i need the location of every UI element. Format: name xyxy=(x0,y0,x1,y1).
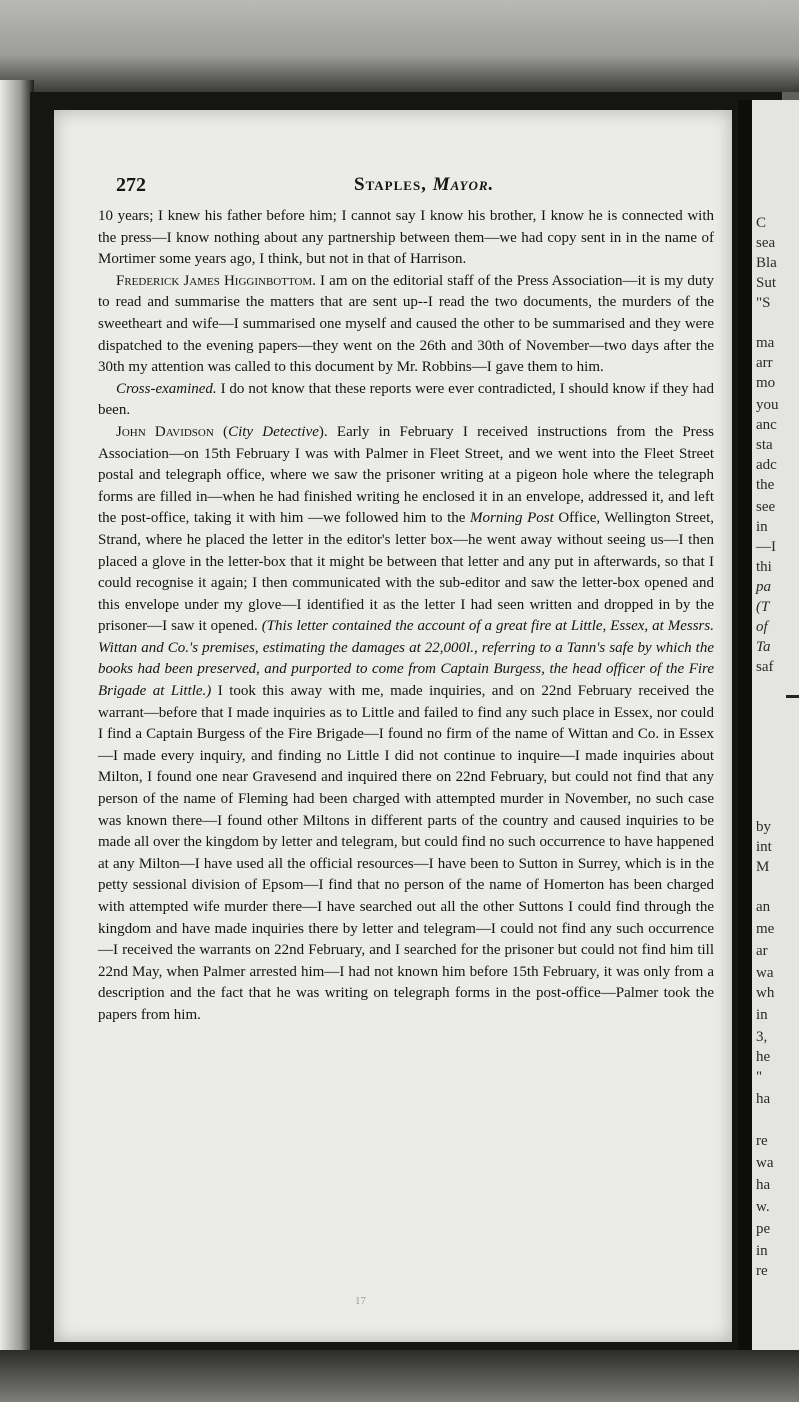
adjacent-page-fragment: in xyxy=(756,1243,768,1259)
newspaper-name: Morning Post xyxy=(470,510,554,527)
running-head-name: Staples, xyxy=(354,174,427,195)
adjacent-page-fragment: adc xyxy=(756,457,777,473)
witness-role: City Detective xyxy=(228,423,319,440)
scan-bottom-margin xyxy=(0,1350,799,1402)
running-head xyxy=(354,172,494,198)
testimony-text: Office, Wellington Street, Strand, where he placed the letter in the editor's letter box—he went away without seeing us—I then placed a glove in the letter-box that it might be between that letter and any put in afterwards, so that I could recognise it again; I then communicated with the sub-editor and saw the letter-box opened and this envelope under my glove—I identified it as the letter I had seen written and dropped in by the prisoner—I saw it opened. xyxy=(98,510,715,635)
adjacent-page-fragment: thi xyxy=(756,559,772,575)
adjacent-page-fragment: me xyxy=(756,921,775,937)
adjacent-page-fragment: see xyxy=(756,499,776,515)
adjacent-page-fragment: wh xyxy=(756,985,775,1001)
adjacent-page-fragment: re xyxy=(756,1263,768,1279)
adjacent-page-fragment: the xyxy=(756,477,775,493)
adjacent-page-fragment: wa xyxy=(756,965,774,981)
adjacent-page-fragment: of xyxy=(756,619,768,635)
adjacent-page-strip xyxy=(752,100,799,1360)
testimony-text: I took this away with me, made inquiries, and on 22nd February received the warrant—before that I made inquiries as to Little and failed to find any such place in Essex, nor could I find a Captain Burgess of the Fire Brigade—I found no firm of the name of Wittan and Co. in Essex—I made every inquiry, and finding no Little I did not continue to inquire—I made inquiries about Milton, I found one near Gravesend and inquired there on 22nd February, but could not find that any person of the name of Fleming had been charged with attempted murder in November, no such case was known there—I found other Miltons in different parts of the country and caused inquiries to be made all over the kingdom by letter and telegram, but could find no such occurrence to have happened at any Milton—I have used all the official resources—I have been to Sutton in Surrey, which is in the petty sessional division of Epsom—I find that no person of the name of Homerton has been charged with attempted wife murder there—I have searched out all the other Suttons I could find through the kingdom and have made inquiries there by letter and telegram—I could not find any such occurrence—I received the warrants on 22nd February, and I searched for the prisoner but could not find him till 22nd May, when Palmer arrested him—I had not known him before 15th February, it was only from a description and the fact that he was writing on telegraph forms in the post-office—Palmer took the papers from him. xyxy=(98,683,714,1023)
testimony-text: . Early in February I received instructions from the Press Association—on 15th February I was with Palmer in Fleet Street, and we went into the Fleet Street postal and telegraph office, where we saw the prisoner writing at a pigeon hole where the telegraph forms are filled in—when he had finished writing he enclosed it in an envelope, addressed it, and left the post-office, taking it with him —we followed him to the xyxy=(98,423,714,527)
adjacent-page-fragment: Sut xyxy=(756,275,777,291)
adjacent-page-fragment: (T xyxy=(756,599,770,615)
testimony-text: I am on the editorial staff of the Press Association—it is my duty to read and summarise the matters that are sent up--I read the two documents, the murders of the sweetheart and wife—I summarised one myself and caused the other to be summarised and they were dispatched to the evening papers—they went on the 26th and 30th of November—two days after the 30th my attention was called to this document by Mr. Robbins—I gave them to him. xyxy=(98,272,715,376)
adjacent-page-rule xyxy=(786,695,799,698)
adjacent-page-fragment: saf xyxy=(756,659,774,675)
testimony-text: I do not know that these reports were ever contradicted, I should know if they had been. xyxy=(98,380,714,419)
book-spine-shadow xyxy=(738,100,752,1350)
adjacent-page-fragment: Ta xyxy=(756,639,771,655)
adjacent-page-fragment: you xyxy=(756,397,779,413)
adjacent-page-fragment: 3, xyxy=(756,1029,768,1045)
margin-mark: 17 xyxy=(355,1295,366,1307)
paragraph-cross-examination xyxy=(98,379,714,422)
witness-name: John Davidson xyxy=(116,423,214,440)
paragraph-continuation: 10 years; I knew his father before him; I cannot say I know his brother, I know he is connected with the press—I know nothing about any partnership between them—we had copy sent in in the name of Mortimer some years ago, I think, but not in that of Harrison. xyxy=(98,208,714,268)
page-header xyxy=(116,172,718,198)
adjacent-page-fragment: mo xyxy=(756,375,776,391)
adjacent-page-fragment: C xyxy=(756,215,767,231)
witness-name: Frederick James Higginbottom. xyxy=(116,272,316,289)
adjacent-page-fragment: arr xyxy=(756,355,773,371)
editorial-note: (This letter contained the account of a great fire at Little, Essex, at Messrs. Wittan and Co.'s premises, estimating the damages at 22,000l., referring to a Tann's safe by which the books had been preserved, and purported to come from Captain Burgess, the head officer of the Fire Brigade at Little.) xyxy=(98,618,714,700)
paragraph-davidson: John Davidson (City Detective). Early in February I received instructions from the Press Association—on 15th February I was with Palmer in Fleet Street, and we went into the Fleet Street postal and telegraph office, where we saw the prisoner writing at a pigeon hole where the telegraph forms are filled in—when he had finished writing he enclosed it in an envelope, addressed it, and left the post-office, taking it with him —we followed him to the Morning Post Office, Wellington Street, Strand, where he placed the letter in the editor's letter box—he went away without seeing us—I then placed a glove in the letter-box that it might be between that letter and any put in afterwards, so that I could recognise it again; I then communicated with the sub-editor and saw the letter-box opened and this envelope under my glove—I identified it as the letter I had seen written and dropped in by the prisoner—I saw it opened. (This letter contained the account of a great fire at Little, Essex, at Messrs. Wittan and Co.'s premises, estimating the damages at 22,000l., referring to a Tann's safe by which the books had been preserved, and purported to come from Captain Burgess, the head officer of the Fire Brigade at Little.) I took this away with me, made inquiries, and on 22nd February received the warrant—before that I made inquiries as to Little and failed to find any such place in Essex, nor could I find a Captain Burgess of the Fire Brigade—I found no firm of the name of Wittan and Co. in Essex—I made every inquiry, and finding no Little I did not continue to inquire—I made inquiries about Milton, I found one near Gravesend and inquired there on 22nd February, but could not find that any person of the name of Fleming had been charged with attempted murder in November, no such case was known there—I found other Miltons in different parts of the country and caused inquiries to be made all over the kingdom by letter and telegram, but could find no such occurrence to have happened at any Milton—I have used all the official resources—I have been to Sutton in Surrey, which is in the petty sessional division of Epsom—I find that no person of the name of Homerton has been charged with attempted wife murder there—I have searched out all the other Suttons I could find through the kingdom and have made inquiries there by letter and telegram—I could not find any such occurrence—I received the warrants on 22nd February, and I searched for the prisoner but could not find him till 22nd May, when Palmer arrested him—I had not known him before 15th February, it was only from a description and the fact that he was writing on telegraph forms in the post-office—Palmer took the papers from him. xyxy=(98,423,715,1023)
adjacent-page-fragment: anc xyxy=(756,417,777,433)
paragraph-higginbottom xyxy=(98,271,714,379)
adjacent-page-fragment: pe xyxy=(756,1221,771,1237)
adjacent-page-fragment: —I xyxy=(756,539,776,555)
adjacent-page-fragment: int xyxy=(756,839,772,855)
page-body xyxy=(98,206,714,1027)
adjacent-page-fragment: in xyxy=(756,1007,768,1023)
adjacent-page-fragment: sea xyxy=(756,235,776,251)
page-number: 272 xyxy=(116,174,146,196)
cross-examined-label: Cross-examined. xyxy=(116,380,217,397)
adjacent-page-fragment: ha xyxy=(756,1177,771,1193)
adjacent-page-fragment: M xyxy=(756,859,770,875)
adjacent-page-fragment: Bla xyxy=(756,255,777,271)
adjacent-page-fragment: an xyxy=(756,899,771,915)
scan-left-margin xyxy=(0,80,34,1402)
adjacent-page-fragment: ha xyxy=(756,1091,771,1107)
adjacent-page-fragment: pa xyxy=(756,579,771,595)
adjacent-page-fragment: wa xyxy=(756,1155,774,1171)
adjacent-page-fragment: by xyxy=(756,819,771,835)
adjacent-page-fragment: he xyxy=(756,1049,771,1065)
adjacent-page-fragment: w. xyxy=(756,1199,770,1215)
scan-top-margin xyxy=(0,0,799,92)
adjacent-page-fragment: sta xyxy=(756,437,773,453)
adjacent-page-fragment: "S xyxy=(756,295,771,311)
adjacent-page-fragment: re xyxy=(756,1133,768,1149)
adjacent-page-fragment: " xyxy=(756,1069,763,1085)
adjacent-page-fragment: ma xyxy=(756,335,775,351)
adjacent-page-fragment: in xyxy=(756,519,768,535)
adjacent-page-fragment: ar xyxy=(756,943,768,959)
running-head-title: Mayor. xyxy=(432,174,495,195)
